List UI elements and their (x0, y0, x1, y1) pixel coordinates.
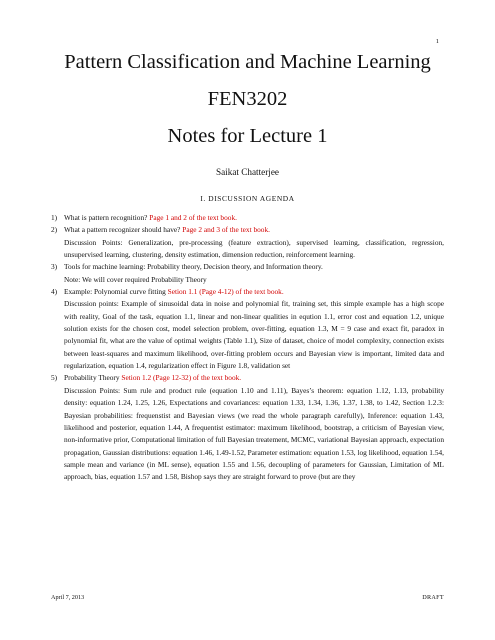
item-number: 4) (51, 287, 58, 297)
discussion-points: Discussion points: Example of sinusoidal data in noise and polynomial fit, training set, this simple example has a high scope with reality, Goal of the task, equation 1.1, linear and non-linear qualities in eqution 1.1, error cost and equation 1.2, unique solution exists for the chosen cost, model selection problem, over-fitting, equation 1.3, M = 9 case and exact fit, paradox in polynomial fit, what are the value of optimal weights (Table 1.1), Size of dataset, choice of model complexity, connection exists between least-squares and maximum likelihood, over-fitting problem occurs and Bayesian view is important, limited data and regularization, equation 1.4, regularization effect in Figure 1.8, validation set (64, 299, 444, 371)
lecture-title: Notes for Lecture 1 (167, 125, 328, 147)
discussion-points: Discussion Points: Sum rule and product rule (equation 1.10 and 1.11), Bayes’s theorem: equation 1.12, 1.13, probability density: equation 1.24, 1.25, 1.26, Expectations and covariances: equation 1.33, 1.34, 1.36, 1.37, 1.38, to 1.42, Section 1.2.3: Bayesian probabilities: frequenstist and Bayesian views (we read the whole paragraph carefully), Inference: equation 1.43, likelihood and posterior, equation 1.44, A frequentist estimator: maximum likelihood, bootstrap, a criticism of Bayesian view, non-informative prior, Computational limitation of full Bayesian treatement, MCMC, variational Bayesian approach, expectation propagation, Gaussian distributions: equation 1.46, 1.49-1.52, Parameter estimation: equation 1.53, log likelihood, equation 1.54, sample mean and variance (in ML sense), equation 1.55 and 1.56, decoupling of parameters for Gaussian, Limitation of ML approach, bias, equation 1.57 and 1.58, Bishop says they are straight forward to prove (but are they (64, 385, 444, 482)
page-number: 1 (435, 38, 439, 45)
author-name: Saikat Chatterjee (215, 167, 279, 177)
textbook-reference-link[interactable]: Page 2 and 3 of the text book. (182, 225, 270, 235)
item-text: What is pattern recognition? (64, 213, 148, 222)
agenda-item-2 (51, 224, 444, 261)
textbook-reference-link[interactable]: Page 1 and 2 of the text book. (149, 213, 237, 222)
agenda-item-4 (51, 286, 444, 372)
agenda-list (51, 212, 444, 484)
item-text: What a pattern recognizer should have? (64, 225, 181, 235)
textbook-reference-link[interactable]: Setion 1.2 (Page 12-32) of the text book. (121, 373, 242, 383)
item-text: Probability Theory (64, 373, 120, 383)
title-line-1: Pattern Classification and Machine Learning (64, 51, 431, 73)
agenda-item-1 (51, 212, 444, 224)
draft-label: DRAFT (422, 594, 444, 601)
agenda-item-3 (51, 261, 444, 286)
agenda-item-5 (51, 372, 444, 483)
textbook-reference-link[interactable]: Setion 1.1 (Page 4-12) of the text book. (167, 287, 284, 297)
footer-date: April 7, 2013 (51, 594, 85, 601)
section-heading: I. DISCUSSION AGENDA (200, 194, 295, 203)
title-block (0, 50, 495, 177)
note-text: Note: We will cover required Probability Theory (64, 274, 207, 284)
discussion-points: Discussion Points: Generalization, pre-processing (feature extraction), supervised learning, classification, regression, unsupervised learning, clustering, density estimation, dimension reduction, reinforcement learning. (64, 237, 444, 260)
course-code: FEN3202 (207, 88, 288, 110)
item-number: 3) (51, 262, 58, 272)
item-text: Example: Polynomial curve fitting (64, 287, 166, 297)
item-text: Tools for machine learning: Probability theory, Decision theory, and Information theory. (64, 262, 323, 272)
item-number: 1) (51, 213, 58, 222)
item-number: 2) (51, 225, 58, 235)
item-number: 5) (51, 373, 58, 383)
